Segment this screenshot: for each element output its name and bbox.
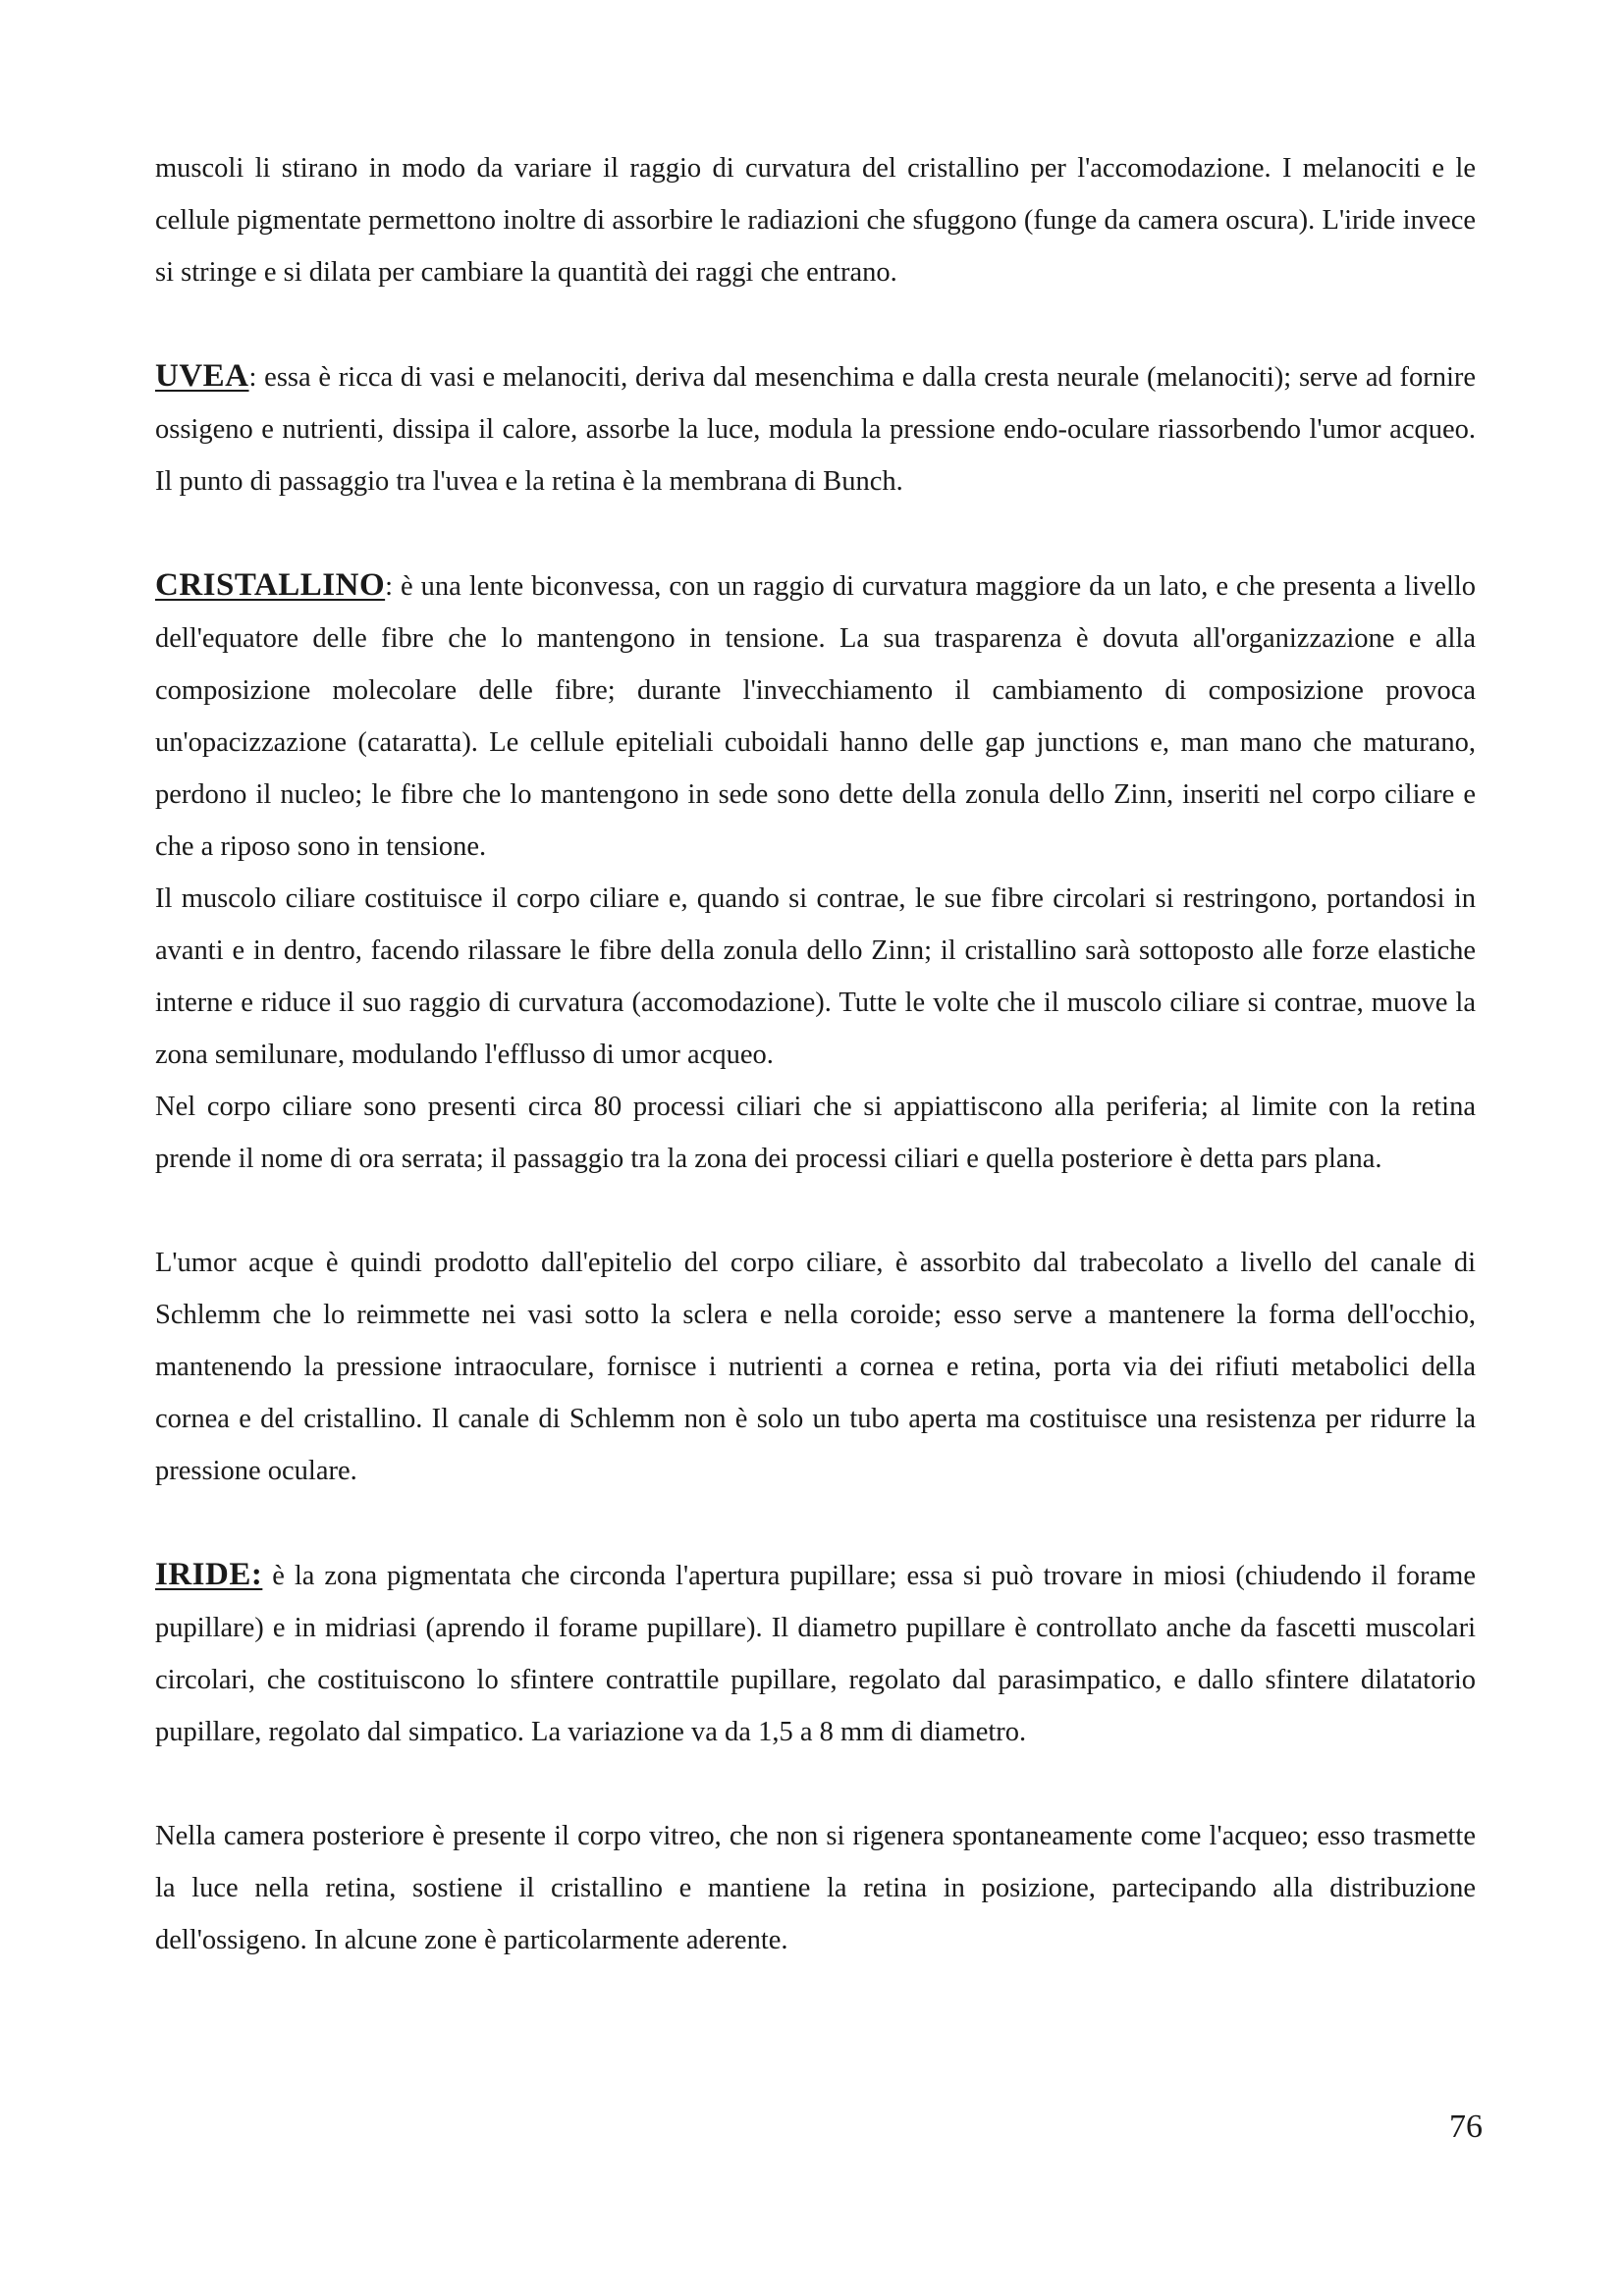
iride-text: è la zona pigmentata che circonda l'apertura pupillare; essa si può trovare in miosi (chiudendo il forame pupillare) e in midriasi (aprendo il forame pupillare). Il diametro pupillare è controllato anche da fascetti muscolari circolari, che costituiscono lo sfintere contrattile pupillare, regolato dal parasimpatico, e dallo sfintere dilatatorio pupillare, regolato dal simpatico. La variazione va da 1,5 a 8 mm di diametro.	[155, 1561, 1476, 1747]
page-number: 76	[1449, 2109, 1483, 2145]
paragraph-camera-posteriore: Nella camera posteriore è presente il corpo vitreo, che non si rigenera spontaneamente come l'acqueo; esso trasmette la luce nella retina, sostiene il cristallino e mantiene la retina in posizione, partecipando alla distribuzione dell'ossigeno. In alcune zone è particolarmente aderente.	[155, 1821, 1476, 1955]
heading-iride: IRIDE:	[155, 1557, 263, 1592]
page-body	[155, 142, 1476, 1966]
paragraph-umor-acqueo: L'umor acque è quindi prodotto dall'epitelio del corpo ciliare, è assorbito dal trabecolato a livello del canale di Schlemm che lo reimmette nei vasi sotto la sclera e nella coroide; esso serve a mantenere la forma dell'occhio, mantenendo la pressione intraoculare, fornisce i nutrienti a cornea e retina, porta via dei rifiuti metabolici della cornea e del cristallino. Il canale di Schlemm non è solo un tubo aperta ma costituisce una resistenza per ridurre la pressione oculare.	[155, 1248, 1476, 1486]
paragraph-intro: muscoli li stirano in modo da variare il raggio di curvatura del cristallino per l'accomodazione. I melanociti e le cellule pigmentate permettono inoltre di assorbire le radiazioni che sfuggono (funge da camera oscura). L'iride invece si stringe e si dilata per cambiare la quantità dei raggi che entrano.	[155, 153, 1476, 288]
heading-cristallino: CRISTALLINO	[155, 567, 386, 603]
heading-uvea: UVEA	[155, 358, 249, 394]
uvea-text: : essa è ricca di vasi e melanociti, deriva dal mesenchima e dalla cresta neurale (melanociti); serve ad fornire ossigeno e nutrienti, dissipa il calore, assorbe la luce, modula la pressione endo-oculare riassorbendo l'umor acqueo. Il punto di passaggio tra l'uvea e la retina è la membrana di Bunch.	[155, 362, 1476, 497]
paragraph-muscolo-ciliare: Il muscolo ciliare costituisce il corpo ciliare e, quando si contrae, le sue fibre circolari si restringono, portandosi in avanti e in dentro, facendo rilassare le fibre della zonula dello Zinn; il cristallino sarà sottoposto alle forze elastiche interne e riduce il suo raggio di curvatura (accomodazione). Tutte le volte che il muscolo ciliare si contrae, muove la zona semilunare, modulando l'efflusso di umor acqueo.	[155, 883, 1476, 1070]
paragraph-iride	[155, 1549, 1476, 1758]
cristallino-text: : è una lente biconvessa, con un raggio di curvatura maggiore da un lato, e che presenta a livello dell'equatore delle fibre che lo mantengono in tensione. La sua trasparenza è dovuta all'organizzazione e alla composizione molecolare delle fibre; durante l'invecchiamento il cambiamento di composizione provoca un'opacizzazione (cataratta). Le cellule epiteliali cuboidali hanno delle gap junctions e, man mano che maturano, perdono il nucleo; le fibre che lo mantengono in sede sono dette della zonula dello Zinn, inseriti nel corpo ciliare e che a riposo sono in tensione.	[155, 571, 1476, 862]
paragraph-cristallino	[155, 560, 1476, 873]
paragraph-corpo-ciliare: Nel corpo ciliare sono presenti circa 80 processi ciliari che si appiattiscono alla periferia; al limite con la retina prende il nome di ora serrata; il passaggio tra la zona dei processi ciliari e quella posteriore è detta pars plana.	[155, 1092, 1476, 1174]
paragraph-uvea	[155, 350, 1476, 507]
